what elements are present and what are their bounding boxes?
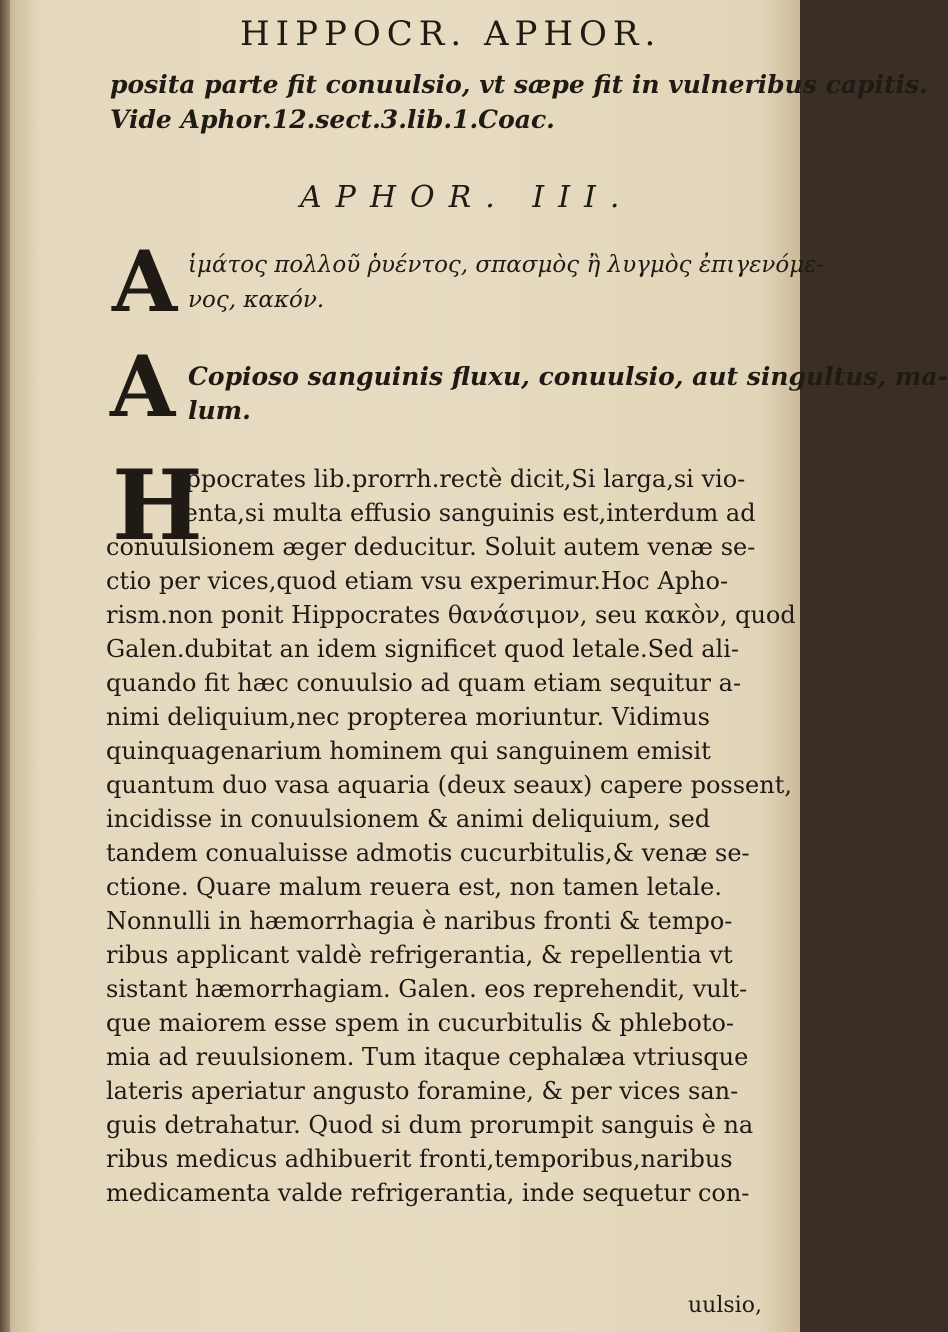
greek-line-2: νος, κακόν. xyxy=(188,287,325,313)
commentary-line: conuulsionem æger deducitur. Soluit autem venæ se- xyxy=(106,533,756,561)
commentary-line: lenta,si multa effusio sanguinis est,interdum ad xyxy=(176,499,756,527)
catchword: uulsio, xyxy=(688,1293,762,1318)
greek-line-1: ἱμάτος πολλοῦ ῥυέντος, σπασμὸς ἢ λυγμὸς ἐπιγενόμε- xyxy=(188,252,825,278)
commentary-line: Ippocrates lib.prorrh.rectè dicit,Si larga,si vio- xyxy=(176,465,746,493)
commentary-line: guis detrahatur. Quod si dum prorumpit sanguis è na xyxy=(106,1111,754,1139)
commentary-line: rism.non ponit Hippocrates θανάσιμον, seu κακὸν, quod xyxy=(106,601,796,629)
commentary-line: quantum duo vasa aquaria (deux seaux) capere possent, xyxy=(106,771,792,799)
commentary-line: lateris aperiatur angusto foramine, & per vices san- xyxy=(106,1077,739,1105)
commentary-line: Galen.dubitat an idem significet quod letale.Sed ali- xyxy=(106,635,739,663)
commentary-line: ribus medicus adhibuerit fronti,temporibus,naribus xyxy=(106,1145,733,1173)
commentary-body xyxy=(106,462,796,1210)
commentary-line: sistant hæmorrhagiam. Galen. eos reprehendit, vult- xyxy=(106,975,748,1003)
binding-gutter xyxy=(0,0,10,1332)
latin-line-1: Copioso sanguinis fluxu, conuulsio, aut singultus, ma- xyxy=(188,362,948,391)
running-head: HIPPOCR. APHOR. xyxy=(240,14,662,54)
commentary-line: Nonnulli in hæmorrhagia è naribus fronti & tempo- xyxy=(106,907,733,935)
commentary-dropcap: H xyxy=(112,449,203,562)
commentary-line: incidisse in conuulsionem & animi deliquium, sed xyxy=(106,805,711,833)
continuation-line-2: Vide Aphor.12.sect.3.lib.1.Coac. xyxy=(110,105,555,134)
commentary-line: medicamenta valde refrigerantia, inde sequetur con- xyxy=(106,1179,750,1207)
commentary-line: mia ad reuulsionem. Tum itaque cephalæa vtriusque xyxy=(106,1043,749,1071)
aphorism-title: APHOR. III. xyxy=(300,180,634,215)
commentary-line: quando fit hæc conuulsio ad quam etiam sequitur a- xyxy=(106,669,742,697)
commentary-line: que maiorem esse spem in cucurbitulis & phleboto- xyxy=(106,1009,735,1037)
commentary-line: nimi deliquium,nec propterea moriuntur. Vidimus xyxy=(106,703,710,731)
greek-dropcap: A xyxy=(112,232,178,331)
latin-dropcap: A xyxy=(110,337,176,436)
commentary-line: ctione. Quare malum reuera est, non tamen letale. xyxy=(106,873,722,901)
commentary-line: tandem conualuisse admotis cucurbitulis,& venæ se- xyxy=(106,839,750,867)
latin-line-2: lum. xyxy=(188,396,251,425)
commentary-line: ribus applicant valdè refrigerantia, & repellentia vt xyxy=(106,941,733,969)
continuation-line-1: posita parte fit conuulsio, vt sæpe fit in vulneribus capitis. xyxy=(110,70,928,99)
commentary-line: ctio per vices,quod etiam vsu experimur.Hoc Apho- xyxy=(106,567,729,595)
commentary-line: quinquagenarium hominem qui sanguinem emisit xyxy=(106,737,711,765)
